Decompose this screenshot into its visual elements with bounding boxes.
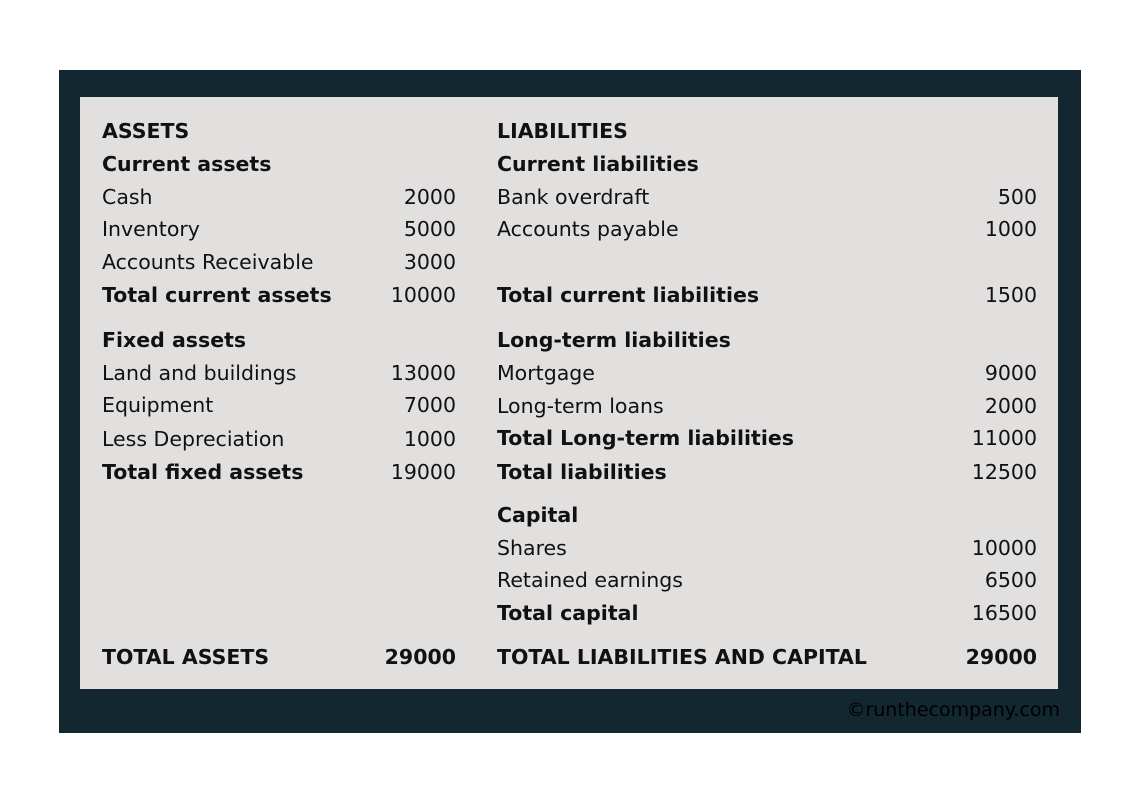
long-term-liabilities-heading: Long-term liabilities <box>497 328 731 352</box>
mortgage-label: Mortgage <box>497 361 595 385</box>
long-term-loans-label: Long-term loans <box>497 394 664 418</box>
shares-label: Shares <box>497 536 567 560</box>
total-liabilities-capital-value: 29000 <box>965 645 1037 669</box>
total-assets-label: TOTAL ASSETS <box>102 645 270 669</box>
total-capital-value: 16500 <box>971 601 1037 625</box>
bank-overdraft-label: Bank overdraft <box>497 185 650 209</box>
cash-label: Cash <box>102 185 153 209</box>
retained-earnings-label: Retained earnings <box>497 568 683 592</box>
long-term-loans-value: 2000 <box>984 394 1037 418</box>
total-fixed-assets-value: 19000 <box>390 460 456 484</box>
total-assets-value: 29000 <box>384 645 456 669</box>
less-depreciation-label: Less Depreciation <box>102 427 285 451</box>
cash-value: 2000 <box>403 185 456 209</box>
current-liabilities-heading: Current liabilities <box>497 152 699 176</box>
total-current-liabilities-value: 1500 <box>984 283 1037 307</box>
shares-value: 10000 <box>971 536 1037 560</box>
total-current-assets-label: Total current assets <box>102 283 332 307</box>
capital-heading: Capital <box>497 503 579 527</box>
equipment-value: 7000 <box>403 393 456 417</box>
fixed-assets-heading: Fixed assets <box>102 328 247 352</box>
equipment-label: Equipment <box>102 393 214 417</box>
total-fixed-assets-label: Total fixed assets <box>102 460 304 484</box>
total-long-term-liabilities-label: Total Long-term liabilities <box>497 426 794 450</box>
mortgage-value: 9000 <box>984 361 1037 385</box>
accounts-receivable-label: Accounts Receivable <box>102 250 314 274</box>
total-liabilities-label: Total liabilities <box>497 460 667 484</box>
land-buildings-label: Land and buildings <box>102 361 297 385</box>
inventory-value: 5000 <box>403 217 456 241</box>
total-long-term-liabilities-value: 11000 <box>971 426 1037 450</box>
total-capital-label: Total capital <box>497 601 639 625</box>
less-depreciation-value: 1000 <box>403 427 456 451</box>
total-liabilities-value: 12500 <box>971 460 1037 484</box>
accounts-receivable-value: 3000 <box>403 250 456 274</box>
land-buildings-value: 13000 <box>390 361 456 385</box>
total-current-assets-value: 10000 <box>390 283 456 307</box>
total-current-liabilities-label: Total current liabilities <box>497 283 760 307</box>
accounts-payable-value: 1000 <box>984 217 1037 241</box>
copyright-notice: ©runthecompany.com <box>846 699 1060 721</box>
accounts-payable-label: Accounts payable <box>497 217 679 241</box>
assets-heading: ASSETS <box>102 119 190 143</box>
retained-earnings-value: 6500 <box>984 568 1037 592</box>
liabilities-heading: LIABILITIES <box>497 119 628 143</box>
current-assets-heading: Current assets <box>102 152 272 176</box>
bank-overdraft-value: 500 <box>997 185 1037 209</box>
inventory-label: Inventory <box>102 217 200 241</box>
total-liabilities-capital-label: TOTAL LIABILITIES AND CAPITAL <box>497 645 867 669</box>
